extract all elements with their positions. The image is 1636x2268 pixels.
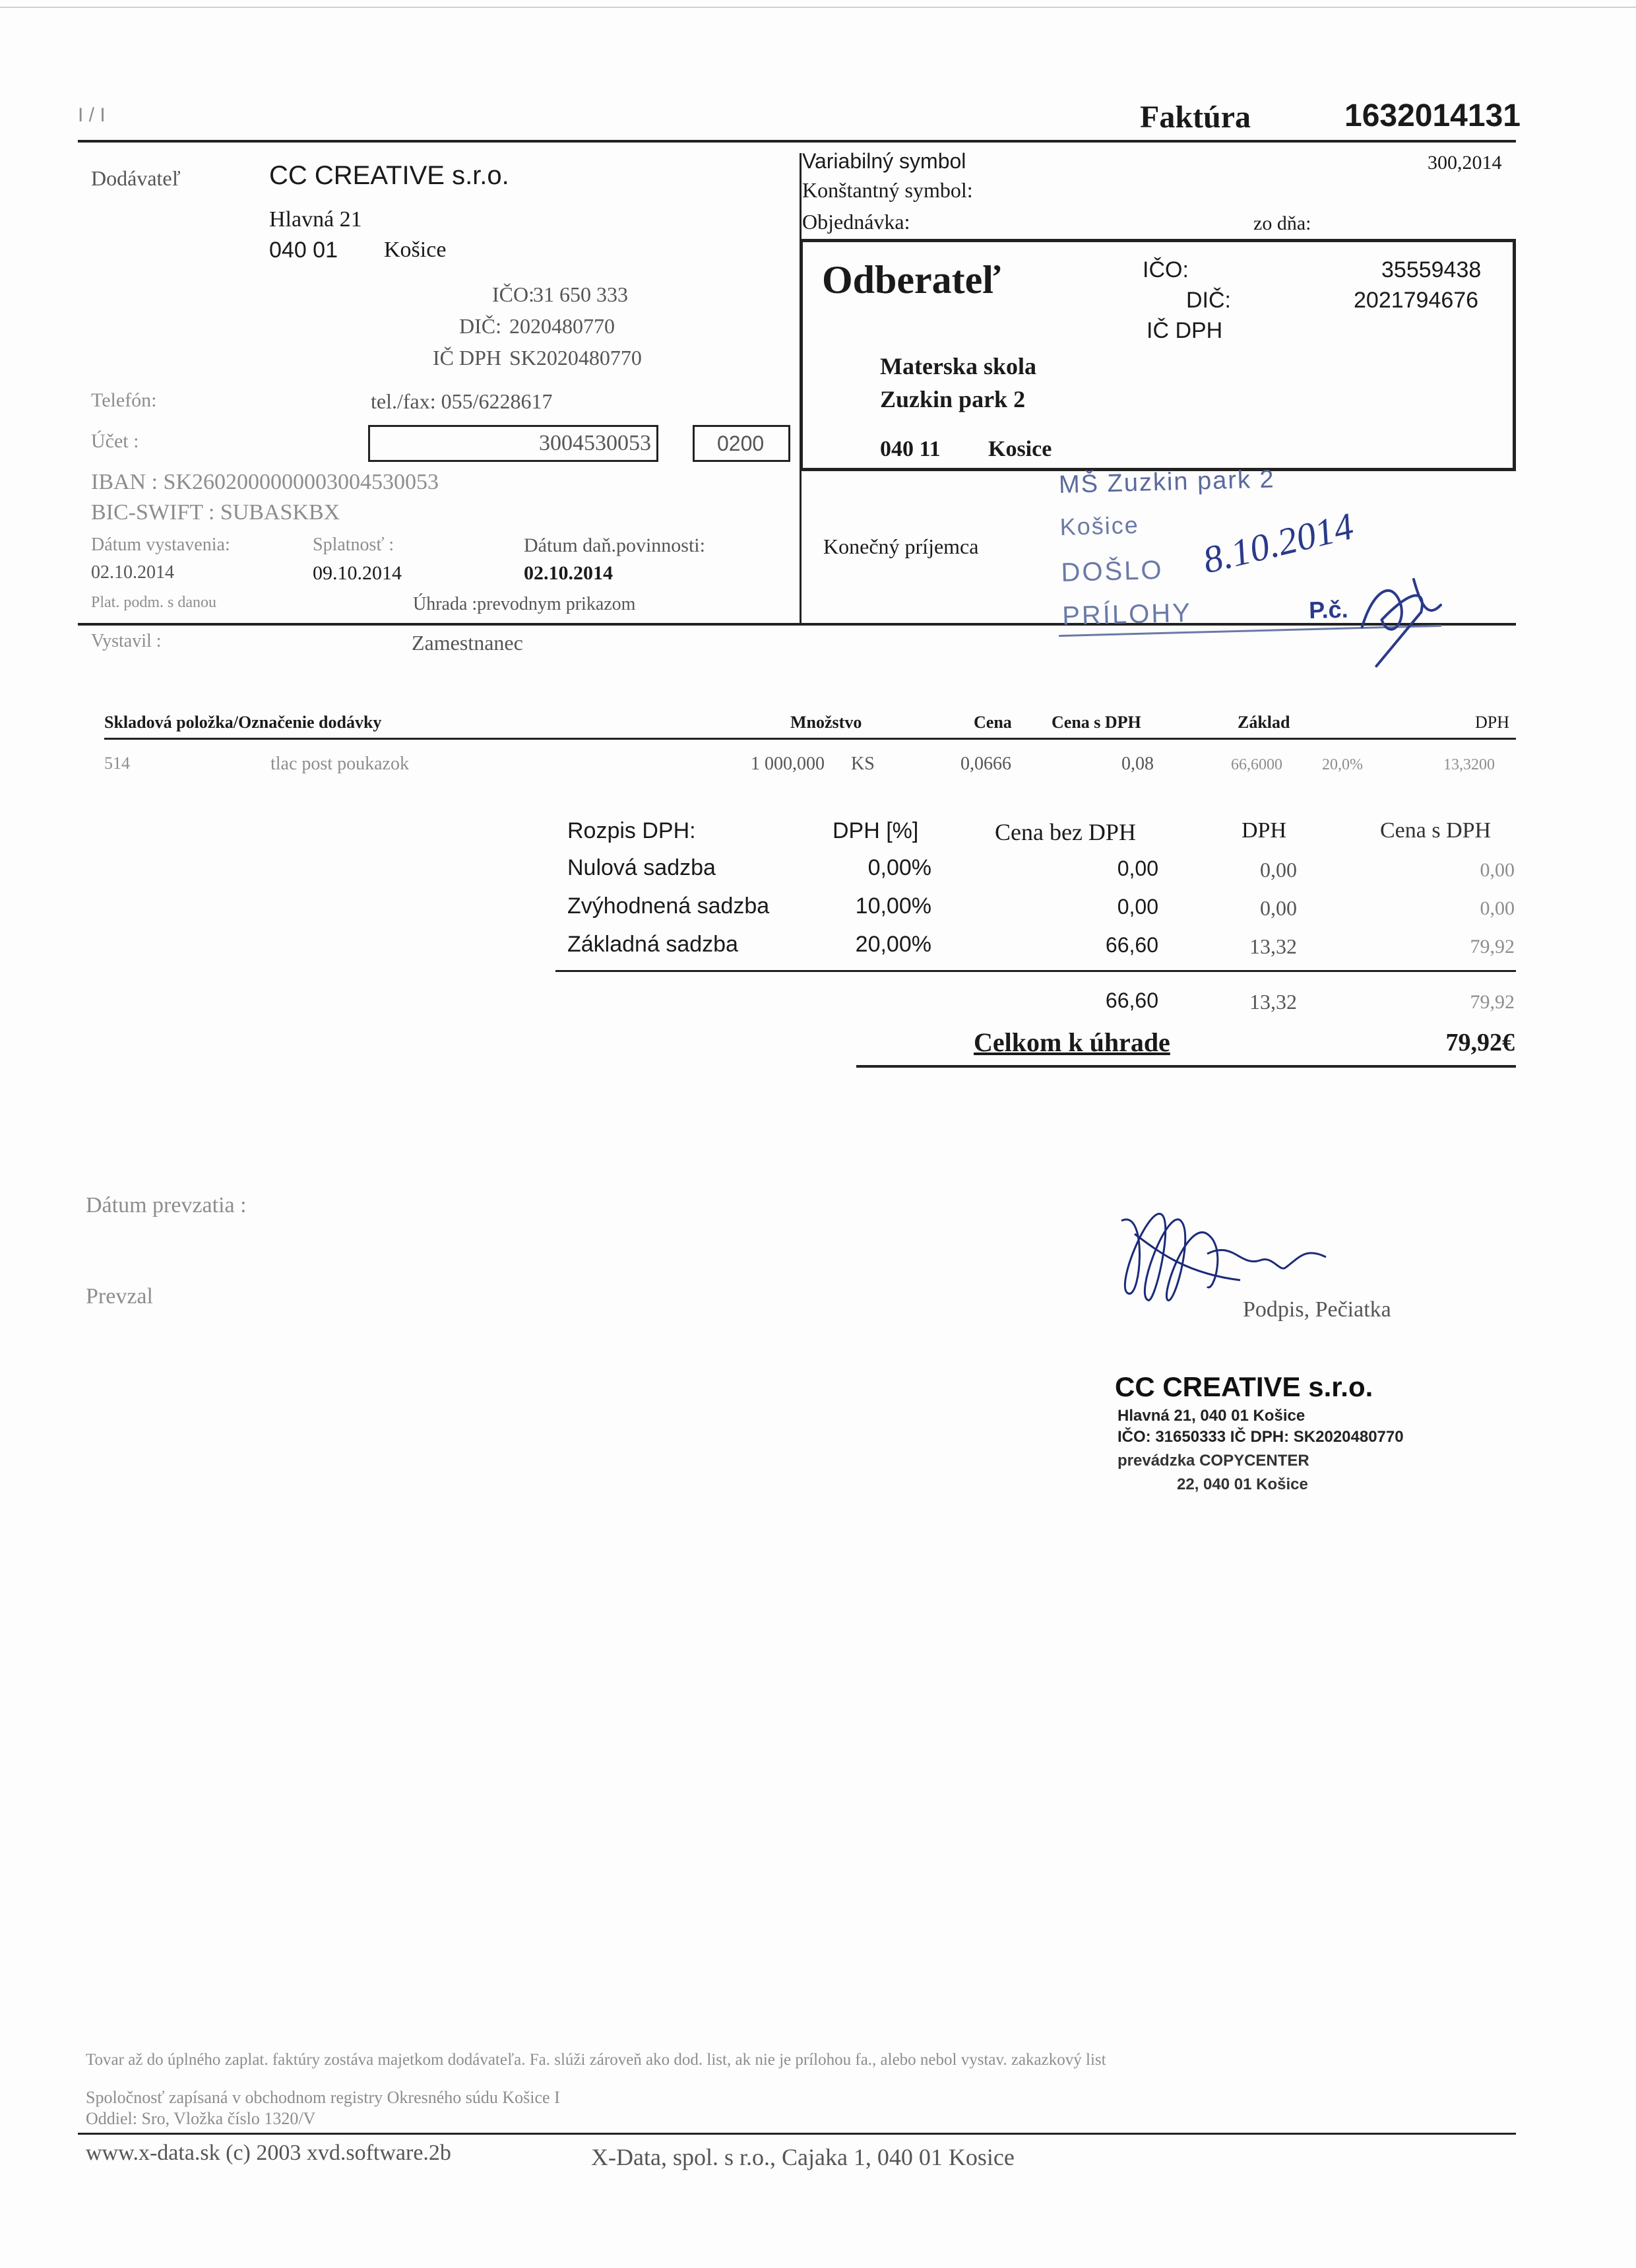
items-header-price: Cena (974, 713, 1012, 732)
customer-ico: 35559438 (1381, 257, 1482, 282)
vat-row-label: Nulová sadzba (567, 855, 716, 880)
vat-row-label: Základná sadzba (567, 932, 738, 957)
vat-row-rate: 20,00% (855, 932, 931, 957)
page-mark: I / I (78, 104, 106, 126)
stamp-line-3: DOŠLO (1060, 555, 1164, 587)
items-header-vat: DPH (1475, 713, 1510, 732)
vat-summary-label: Rozpis DPH: (567, 818, 696, 843)
vat-row-vat: 0,00 (1260, 858, 1297, 882)
vat-summary-vat-header: DPH (1242, 818, 1287, 843)
vat-row-rate: 0,00% (867, 855, 931, 880)
items-header-item: Skladová položka/Označenie dodávky (104, 713, 382, 732)
issued-by-label: Vystavil : (91, 631, 162, 651)
grand-total-label: Celkom k úhrade (974, 1027, 1170, 1057)
customer-dic-label: DIČ: (1186, 288, 1231, 313)
customer-name: Materska skola (880, 353, 1036, 379)
customer-label: Odberateľ (822, 258, 1001, 302)
payment-method: Úhrada :prevodnym prikazom (413, 594, 636, 614)
bic-line: BIC-SWIFT : SUBASKBX (91, 500, 340, 525)
vat-row-vat: 13,32 (1249, 934, 1297, 958)
received-stamp (1054, 453, 1468, 661)
due-date: 09.10.2014 (313, 562, 402, 584)
item-unit: KS (851, 754, 875, 774)
items-header-qty: Množstvo (790, 713, 862, 732)
totals-net: 66,60 (1105, 988, 1158, 1012)
footer-software: www.x-data.sk (c) 2003 xvd.software.2b (86, 2141, 451, 2165)
due-date-label: Splatnosť : (313, 535, 394, 555)
footer-registry: Spoločnosť zapísaná v obchodnom registry Okresného súdu Košice I (86, 2088, 560, 2107)
variable-symbol-label: Variabilný symbol (802, 149, 966, 173)
stamp-handwritten-date: 8.10.2014 (1199, 504, 1358, 582)
item-price: 0,0666 (960, 754, 1011, 774)
company-stamp-ids: IČO: 31650333 IČ DPH: SK2020480770 (1117, 1428, 1404, 1446)
tax-date-label: Dátum daň.povinnosti: (524, 535, 705, 556)
signature-label: Podpis, Pečiatka (1243, 1297, 1391, 1322)
bank-code-box (693, 425, 790, 462)
constant-symbol-label: Konštantný symbol: (802, 178, 973, 202)
supplier-name: CC CREATIVE s.r.o. (269, 161, 509, 190)
footer-rule (78, 2133, 1516, 2135)
vat-summary-rule (555, 970, 1516, 972)
customer-ico-label: IČO: (1143, 257, 1189, 282)
order-label: Objednávka: (802, 210, 910, 234)
order-date-label: zo dňa: (1253, 212, 1311, 234)
invoice-number: 1632014131 (1344, 98, 1521, 133)
supplier-dic-label: DIČ: (459, 314, 501, 338)
account-label: Účet : (91, 430, 139, 452)
stamp-line-1: MŠ Zuzkin park 2 (1058, 465, 1276, 499)
supplier-icdph-label: IČ DPH (432, 346, 501, 370)
phone-value: tel./fax: 055/6228617 (371, 389, 553, 413)
vat-summary-net-header: Cena bez DPH (995, 819, 1136, 845)
company-stamp (1115, 1371, 1484, 1516)
footer-vendor: X-Data, spol. s r.o., Cajaka 1, 040 01 Kosice (591, 2144, 1015, 2170)
item-vat: 13,3200 (1443, 756, 1495, 773)
supplier-ico-label: IČO: (492, 282, 534, 306)
items-header-price-vat: Cena s DPH (1052, 713, 1141, 732)
totals-gross: 79,92 (1470, 991, 1515, 1013)
item-code: 514 (104, 754, 130, 773)
item-price-vat: 0,08 (1121, 754, 1154, 774)
issue-date: 02.10.2014 (91, 562, 174, 583)
grand-total-rule (856, 1065, 1516, 1068)
items-header-base: Základ (1238, 713, 1290, 732)
final-recipient-label: Konečný príjemca (823, 535, 979, 558)
supplier-dic: 2020480770 (509, 314, 615, 338)
tax-date: 02.10.2014 (524, 562, 613, 584)
company-stamp-branch-address: 22, 040 01 Košice (1177, 1475, 1308, 1493)
account-number: 3004530053 (539, 431, 651, 455)
header-rule (78, 140, 1516, 143)
items-header-rule (104, 738, 1516, 740)
vat-row-vat: 0,00 (1260, 896, 1297, 920)
vat-row-gross: 79,92 (1470, 936, 1515, 957)
customer-zip: 040 11 (880, 437, 941, 461)
stamp-line-4: PRÍLOHY (1061, 598, 1193, 631)
company-stamp-branch: prevádzka COPYCENTER (1117, 1452, 1309, 1470)
issue-date-label: Dátum vystavenia: (91, 535, 230, 555)
item-base: 66,6000 (1231, 756, 1282, 773)
supplier-icdph: SK2020480770 (509, 346, 642, 370)
vat-row-rate: 10,00% (855, 893, 931, 919)
stamp-line-2: Košice (1059, 511, 1140, 540)
vat-row-label: Zvýhodnená sadzba (567, 893, 770, 919)
totals-vat: 13,32 (1249, 990, 1297, 1014)
supplier-city: Košice (384, 238, 447, 262)
stamp-pc-label: P.č. (1308, 595, 1349, 624)
vat-row-net: 0,00 (1117, 857, 1158, 880)
customer-icdph-label: IČ DPH (1147, 318, 1223, 343)
bank-code: 0200 (717, 432, 765, 455)
document-title: Faktúra (1140, 100, 1251, 135)
supplier-ico: 31 650 333 (533, 282, 628, 306)
supplier-label: Dodávateľ (91, 166, 181, 190)
account-box (368, 425, 658, 462)
vat-row-net: 0,00 (1117, 895, 1158, 919)
vat-row-net: 66,60 (1105, 933, 1158, 957)
vat-summary-gross-header: Cena s DPH (1380, 818, 1492, 843)
company-stamp-name: CC CREATIVE s.r.o. (1115, 1371, 1373, 1402)
footer-ownership: Tovar až do úplného zaplat. faktúry zostáva majetkom dodávateľa. Fa. slúži zároveň ako dod. list, ak nie je prílohou fa., alebo nebol vystav. zakazkový list (86, 2051, 1106, 2069)
vat-summary-rate-header: DPH [%] (833, 818, 919, 843)
item-description: tlac post poukazok (270, 754, 409, 774)
payment-terms-label: Plat. podm. s danou (91, 594, 216, 611)
footer-section: Oddiel: Sro, Vložka číslo 1320/V (86, 2109, 316, 2128)
received-by-label: Prevzal (86, 1284, 153, 1309)
grand-total-value: 79,92€ (1445, 1029, 1515, 1056)
customer-city: Kosice (988, 437, 1052, 461)
issued-by: Zamestnanec (412, 631, 523, 655)
scan-edge (0, 7, 1636, 8)
iban-line: IBAN : SK2602000000003004530053 (91, 470, 439, 494)
phone-label: Telefón: (91, 389, 157, 411)
variable-symbol-value: 300,2014 (1428, 152, 1502, 174)
customer-street: Zuzkin park 2 (880, 386, 1026, 412)
customer-dic: 2021794676 (1354, 288, 1479, 313)
company-stamp-address: Hlavná 21, 040 01 Košice (1117, 1407, 1306, 1425)
vat-row-gross: 0,00 (1480, 859, 1515, 881)
receipt-date-label: Dátum prevzatia : (86, 1193, 247, 1217)
item-quantity: 1 000,000 (751, 754, 825, 774)
stamp-initials-scribble (1347, 566, 1449, 674)
item-rate: 20,0% (1322, 756, 1363, 773)
supplier-zip: 040 01 (269, 238, 338, 263)
supplier-street: Hlavná 21 (269, 207, 362, 232)
vat-row-gross: 0,00 (1480, 897, 1515, 919)
